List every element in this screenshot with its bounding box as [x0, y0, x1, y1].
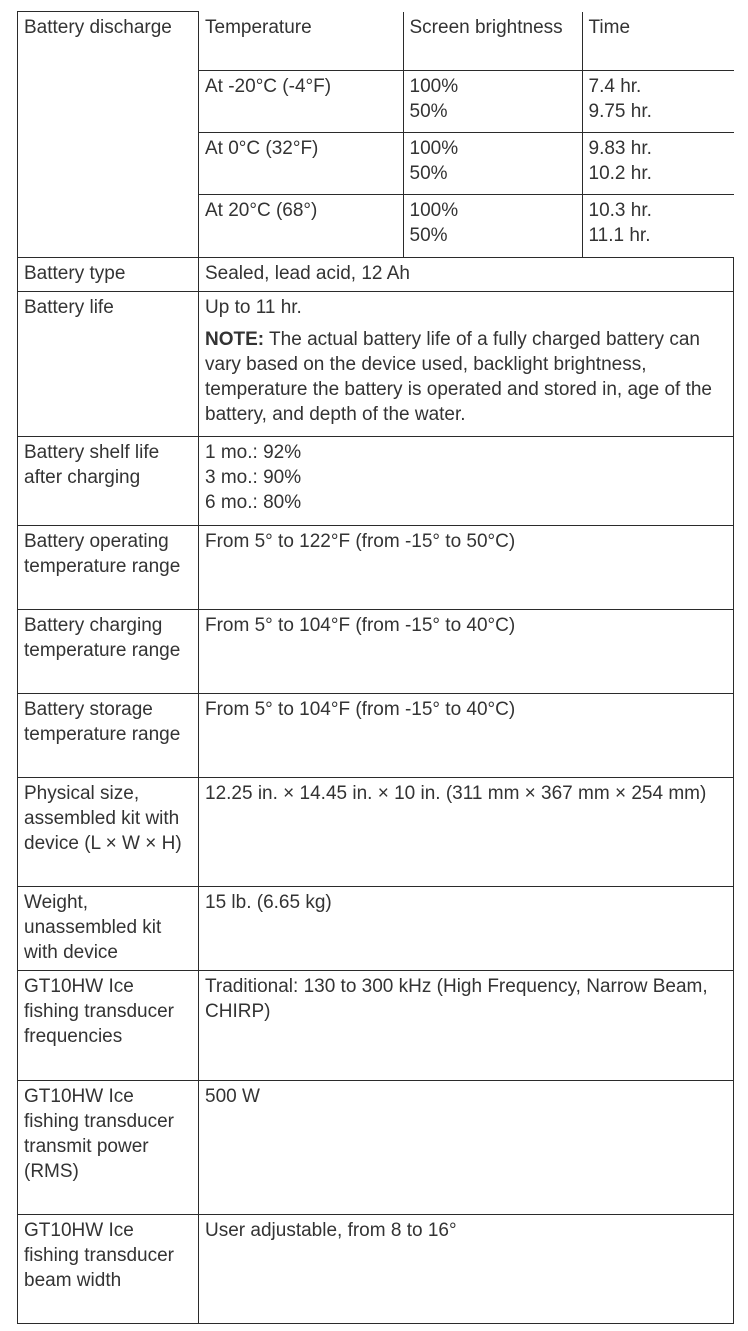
discharge-time: 10.3 hr. 11.1 hr.	[582, 195, 734, 257]
table-row-beam-width	[18, 1214, 734, 1323]
table-row-operating-temp	[18, 525, 734, 609]
discharge-header-row	[199, 12, 734, 71]
header-temperature: Temperature	[199, 12, 403, 71]
spec-label: Battery type	[18, 257, 199, 291]
spec-label: GT10HW Ice fishing transducer transmit power (RMS)	[18, 1080, 199, 1214]
battery-life-value: Up to 11 hr.	[205, 296, 302, 318]
note-text: The actual battery life of a fully charged battery can vary based on the device used, backlight brightness, temperature the battery is operated and stored in, age of the battery, and depth of the water.	[205, 328, 712, 425]
spec-value: Traditional: 130 to 300 kHz (High Frequency, Narrow Beam, CHIRP)	[199, 970, 734, 1080]
discharge-brightness: 100% 50%	[403, 195, 582, 257]
spec-label: GT10HW Ice fishing transducer beam width	[18, 1214, 199, 1323]
specifications-table	[17, 11, 734, 1324]
spec-label: Battery storage temperature range	[18, 693, 199, 777]
discharge-row	[199, 195, 734, 257]
spec-label: GT10HW Ice fishing transducer frequencies	[18, 970, 199, 1080]
note-label: NOTE:	[205, 328, 265, 350]
spec-label: Battery operating temperature range	[18, 525, 199, 609]
discharge-time: 7.4 hr. 9.75 hr.	[582, 71, 734, 133]
spec-label: Battery charging temperature range	[18, 609, 199, 693]
header-screen-brightness: Screen brightness	[403, 12, 582, 71]
discharge-temperature: At -20°C (-4°F)	[199, 71, 403, 133]
table-row-battery-type	[18, 257, 734, 291]
discharge-temperature: At 20°C (68°)	[199, 195, 403, 257]
table-row-battery-discharge	[18, 12, 734, 258]
discharge-time: 9.83 hr. 10.2 hr.	[582, 133, 734, 195]
table-row-charging-temp	[18, 609, 734, 693]
table-row-storage-temp	[18, 693, 734, 777]
table-row-weight	[18, 886, 734, 970]
header-time: Time	[582, 12, 734, 71]
spec-value: 1 mo.: 92% 3 mo.: 90% 6 mo.: 80%	[199, 436, 734, 525]
discharge-subtable	[199, 12, 734, 257]
table-row-battery-life	[18, 291, 734, 436]
table-row-transducer-frequencies	[18, 970, 734, 1080]
spec-value: From 5° to 104°F (from -15° to 40°C)	[199, 693, 734, 777]
spec-value: 15 lb. (6.65 kg)	[199, 886, 734, 970]
discharge-temperature: At 0°C (32°F)	[199, 133, 403, 195]
spec-value: Sealed, lead acid, 12 Ah	[199, 257, 734, 291]
spec-label: Battery shelf life after charging	[18, 436, 199, 525]
discharge-row	[199, 133, 734, 195]
discharge-row	[199, 71, 734, 133]
spec-value: 500 W	[199, 1080, 734, 1214]
spec-value	[199, 291, 734, 436]
spec-label: Physical size, assembled kit with device (L × W × H)	[18, 777, 199, 886]
spec-value: From 5° to 122°F (from -15° to 50°C)	[199, 525, 734, 609]
spec-value: From 5° to 104°F (from -15° to 40°C)	[199, 609, 734, 693]
discharge-brightness: 100% 50%	[403, 133, 582, 195]
discharge-brightness: 100% 50%	[403, 71, 582, 133]
table-row-shelf-life	[18, 436, 734, 525]
table-row-physical-size	[18, 777, 734, 886]
spec-label: Weight, unassembled kit with device	[18, 886, 199, 970]
spec-value: User adjustable, from 8 to 16°	[199, 1214, 734, 1323]
spec-label: Battery life	[18, 291, 199, 436]
table-row-transmit-power	[18, 1080, 734, 1214]
spec-value: 12.25 in. × 14.45 in. × 10 in. (311 mm × 367 mm × 254 mm)	[199, 777, 734, 886]
spec-label: Battery discharge	[18, 12, 199, 258]
battery-life-note	[205, 327, 728, 427]
